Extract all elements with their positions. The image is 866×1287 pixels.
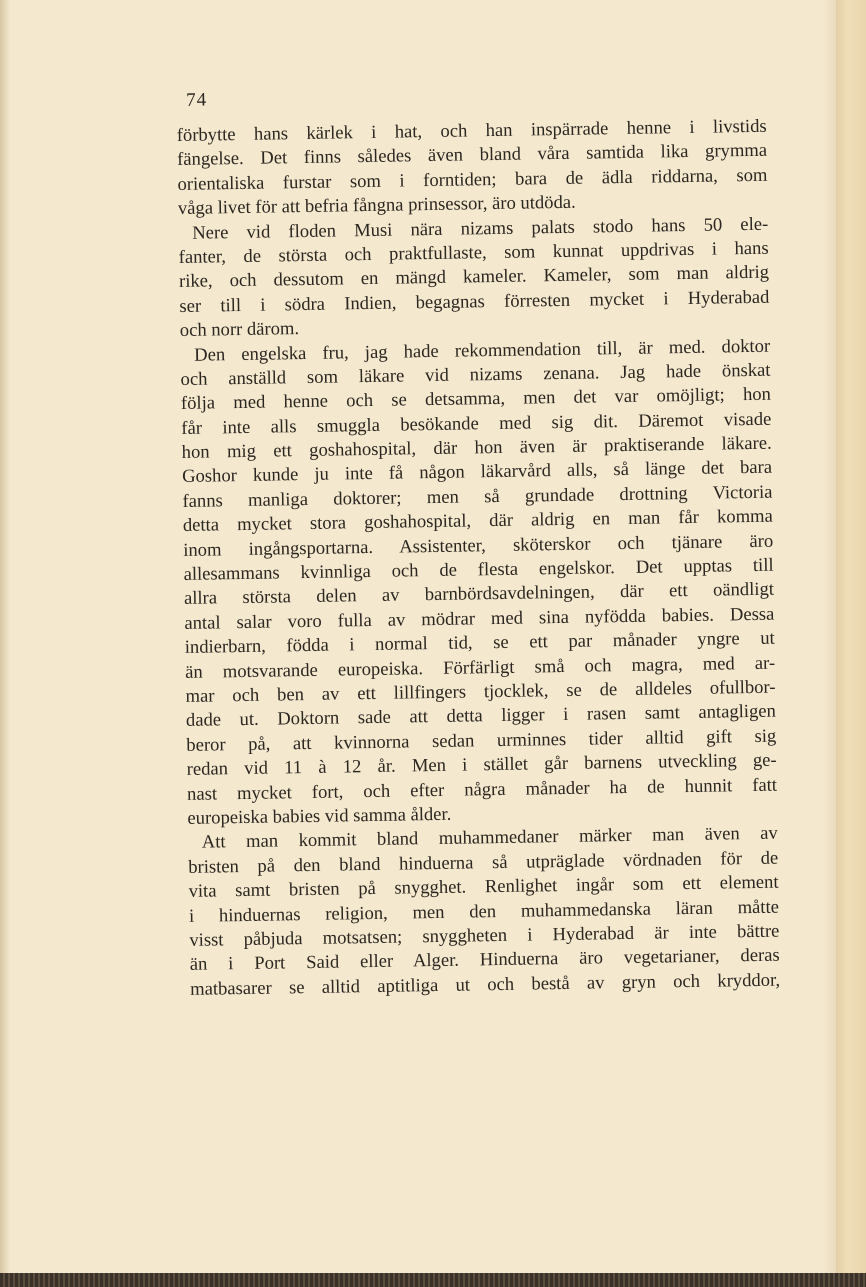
adjacent-page-edge [836, 0, 866, 1287]
text-line: Goshor kunde ju inte få någon läkarvård alls, så länge det bara [181, 457, 773, 488]
text-line: mar och ben av ett lillfingers tjocklek, se de alldeles ofullbor- [185, 676, 776, 707]
text-line: får inte alls smuggla besökande med sig dit. Däremot visade [181, 408, 772, 439]
text-line: hon mig ett goshahospital, där hon även är praktiserande läkare. [181, 432, 772, 464]
text-line: matbasarer se alltid aptitliga ut och bestå av gryn och kryddor, [189, 969, 781, 1000]
body-text [177, 115, 781, 1002]
text-line: förbytte hans kärlek i hat, och han inspärrade henne i livstids [176, 115, 767, 146]
text-line: dade ut. Doktorn sade att detta ligger i rasen samt antagligen [185, 701, 777, 732]
text-line: följa med henne och se detsamma, men det var omöjligt; hon [180, 383, 772, 415]
page-text-block [176, 79, 780, 1002]
text-line: visst påbjuda motsatsen; snyggheten i Hyderabad är inte bättre [189, 920, 780, 951]
text-line: våga livet för att befria fångna prinsessor, äro utdöda. [177, 191, 576, 220]
text-line: beror på, att kvinnorna sedan urminnes tider alltid gift sig [186, 725, 777, 756]
text-line: rike, och dessutom en mängd kameler. Kameler, som man aldrig [178, 262, 770, 293]
text-line: allesammans kvinnliga och de flesta engelskor. Det upptas till [183, 554, 774, 585]
text-line: Nere vid floden Musi nära nizams palats stodo hans 50 ele- [192, 213, 769, 244]
text-line: inom ingångsportarna. Assistenter, sköterskor och tjänare äro [183, 530, 774, 561]
text-line: detta mycket stora goshahospital, där aldrig en man får komma [182, 505, 773, 537]
text-line: ser till i södra Indien, begagnas förresten mycket i Hyderabad [179, 286, 770, 317]
text-line: allra största delen av barnbördsavdelningen, där ett oändligt [183, 579, 775, 610]
page-number: 74 [186, 89, 208, 111]
text-line: europeiska babies vid samma ålder. [187, 803, 452, 829]
text-line: Att man kommit bland muhammedaner märker man även av [201, 822, 778, 854]
text-line: än i Port Said eller Alger. Hinduerna äro vegetarianer, deras [189, 944, 780, 976]
text-line: än motsvarande europeiska. Förfärligt små och magra, med ar- [185, 652, 776, 683]
text-line: fängelse. Det finns således även bland våra samtida lika grymma [176, 140, 768, 171]
text-line: redan vid 11 à 12 år. Men i stället går barnens utveckling ge- [186, 749, 777, 781]
text-line: indierbarn, födda i normal tid, se ett par månader yngre ut [184, 627, 775, 659]
text-line: och norr därom. [179, 318, 300, 342]
text-line: bristen på den bland hinduerna så utpräglade vördnaden för de [188, 847, 779, 878]
text-line: fanns manliga doktorer; men så grundade drottning Victoria [182, 481, 773, 512]
text-line: orientaliska furstar som i forntiden; bara de ädla riddarna, som [177, 164, 768, 195]
scan-bottom-border [0, 1273, 866, 1287]
text-line: fanter, de största och praktfullaste, som kunnat uppdrivas i hans [178, 237, 769, 268]
text-line: i hinduernas religion, men den muhammedanska läran måtte [188, 896, 780, 927]
text-line: och anställd som läkare vid nizams zenana. Jag hade önskat [180, 359, 771, 390]
text-line: Den engelska fru, jag hade rekommendation till, är med. doktor [194, 335, 771, 366]
page-edge-shadow [822, 0, 836, 1273]
text-line: nast mycket fort, och efter några månader ha de hunnit fatt [186, 774, 778, 805]
text-line: vita samt bristen på snygghet. Renlighet ingår som ett element [188, 871, 779, 903]
page-gutter-shadow [0, 0, 10, 1273]
text-line: antal salar voro fulla av mödrar med sina nyfödda babies. Dessa [184, 603, 775, 634]
